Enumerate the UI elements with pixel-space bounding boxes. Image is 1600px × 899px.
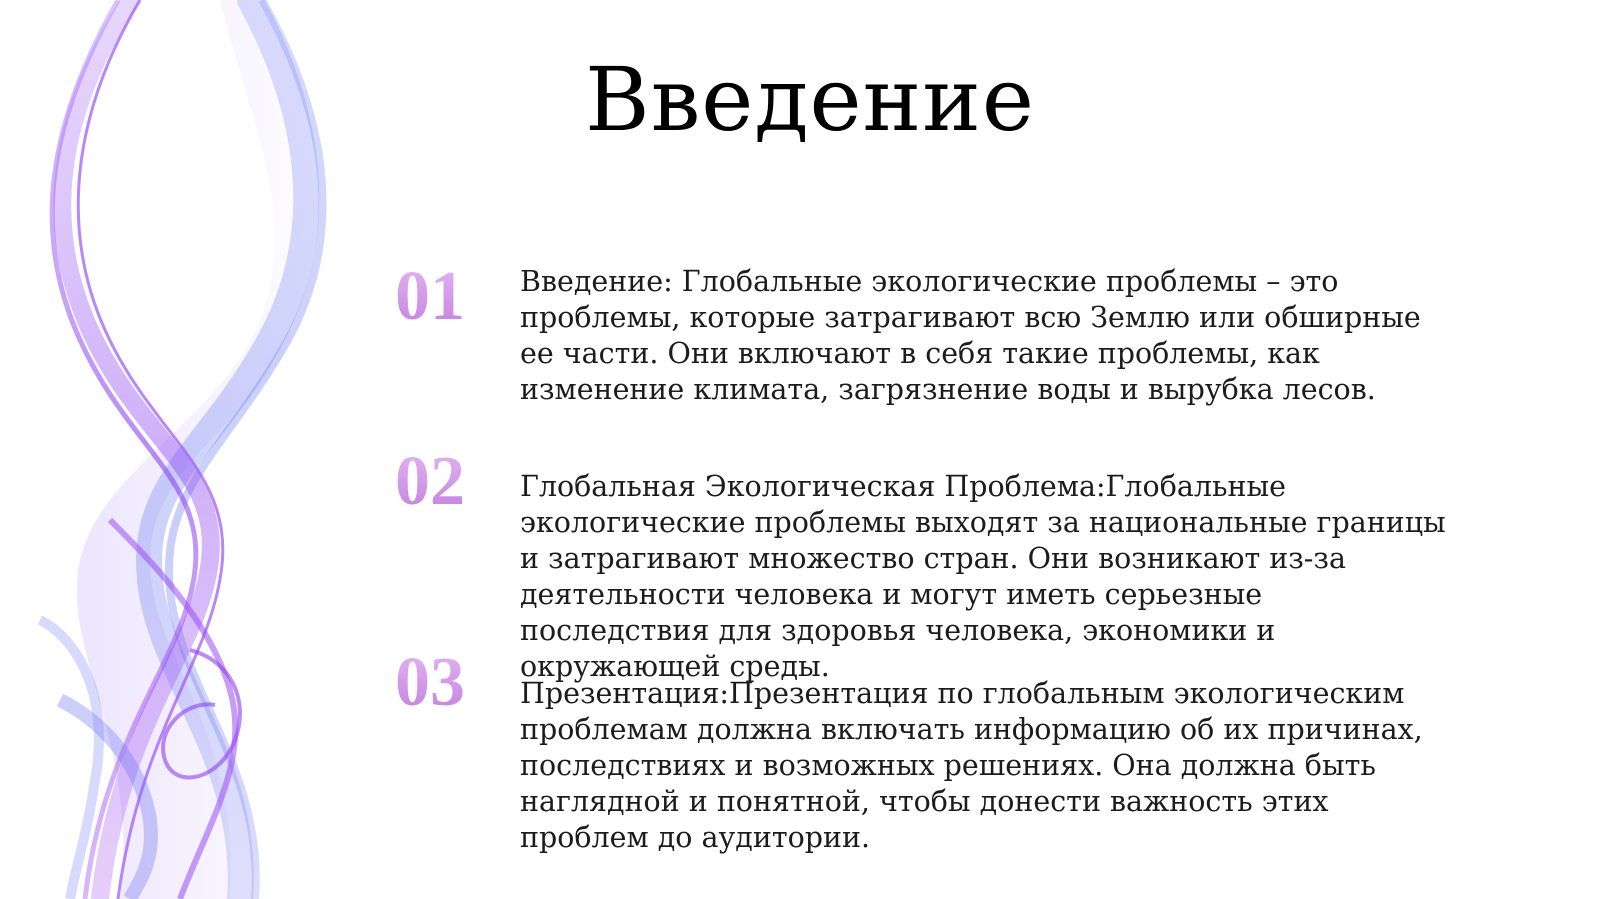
slide-title: Введение	[585, 48, 1035, 151]
item-text-01: Введение: Глобальные экологические проблемы – это проблемы, которые затрагивают всю Землю или обширные ее части. Они включают в себя такие проблемы, как изменение климата, загрязнение воды и вырубка лесов.	[520, 265, 1421, 406]
item-number-02: 02	[395, 447, 505, 517]
item-text-02: Глобальная Экологическая Проблема:Глобальные экологические проблемы выходят за национальные границы и затрагивают множество стран. Они возникают из-за деятельности человека и могут иметь серьезные последствия для здоровья человека, экономики и окружающей среды.	[520, 470, 1446, 683]
item-number-01: 01	[395, 262, 505, 332]
item-text-03: Презентация:Презентация по глобальным экологическим проблемам должна включать информацию об их причинах, последствиях и возможных решениях. Она должна быть наглядной и понятной, чтобы донести важность этих проблем до аудитории.	[520, 677, 1423, 854]
item-number-03: 03	[395, 648, 505, 718]
